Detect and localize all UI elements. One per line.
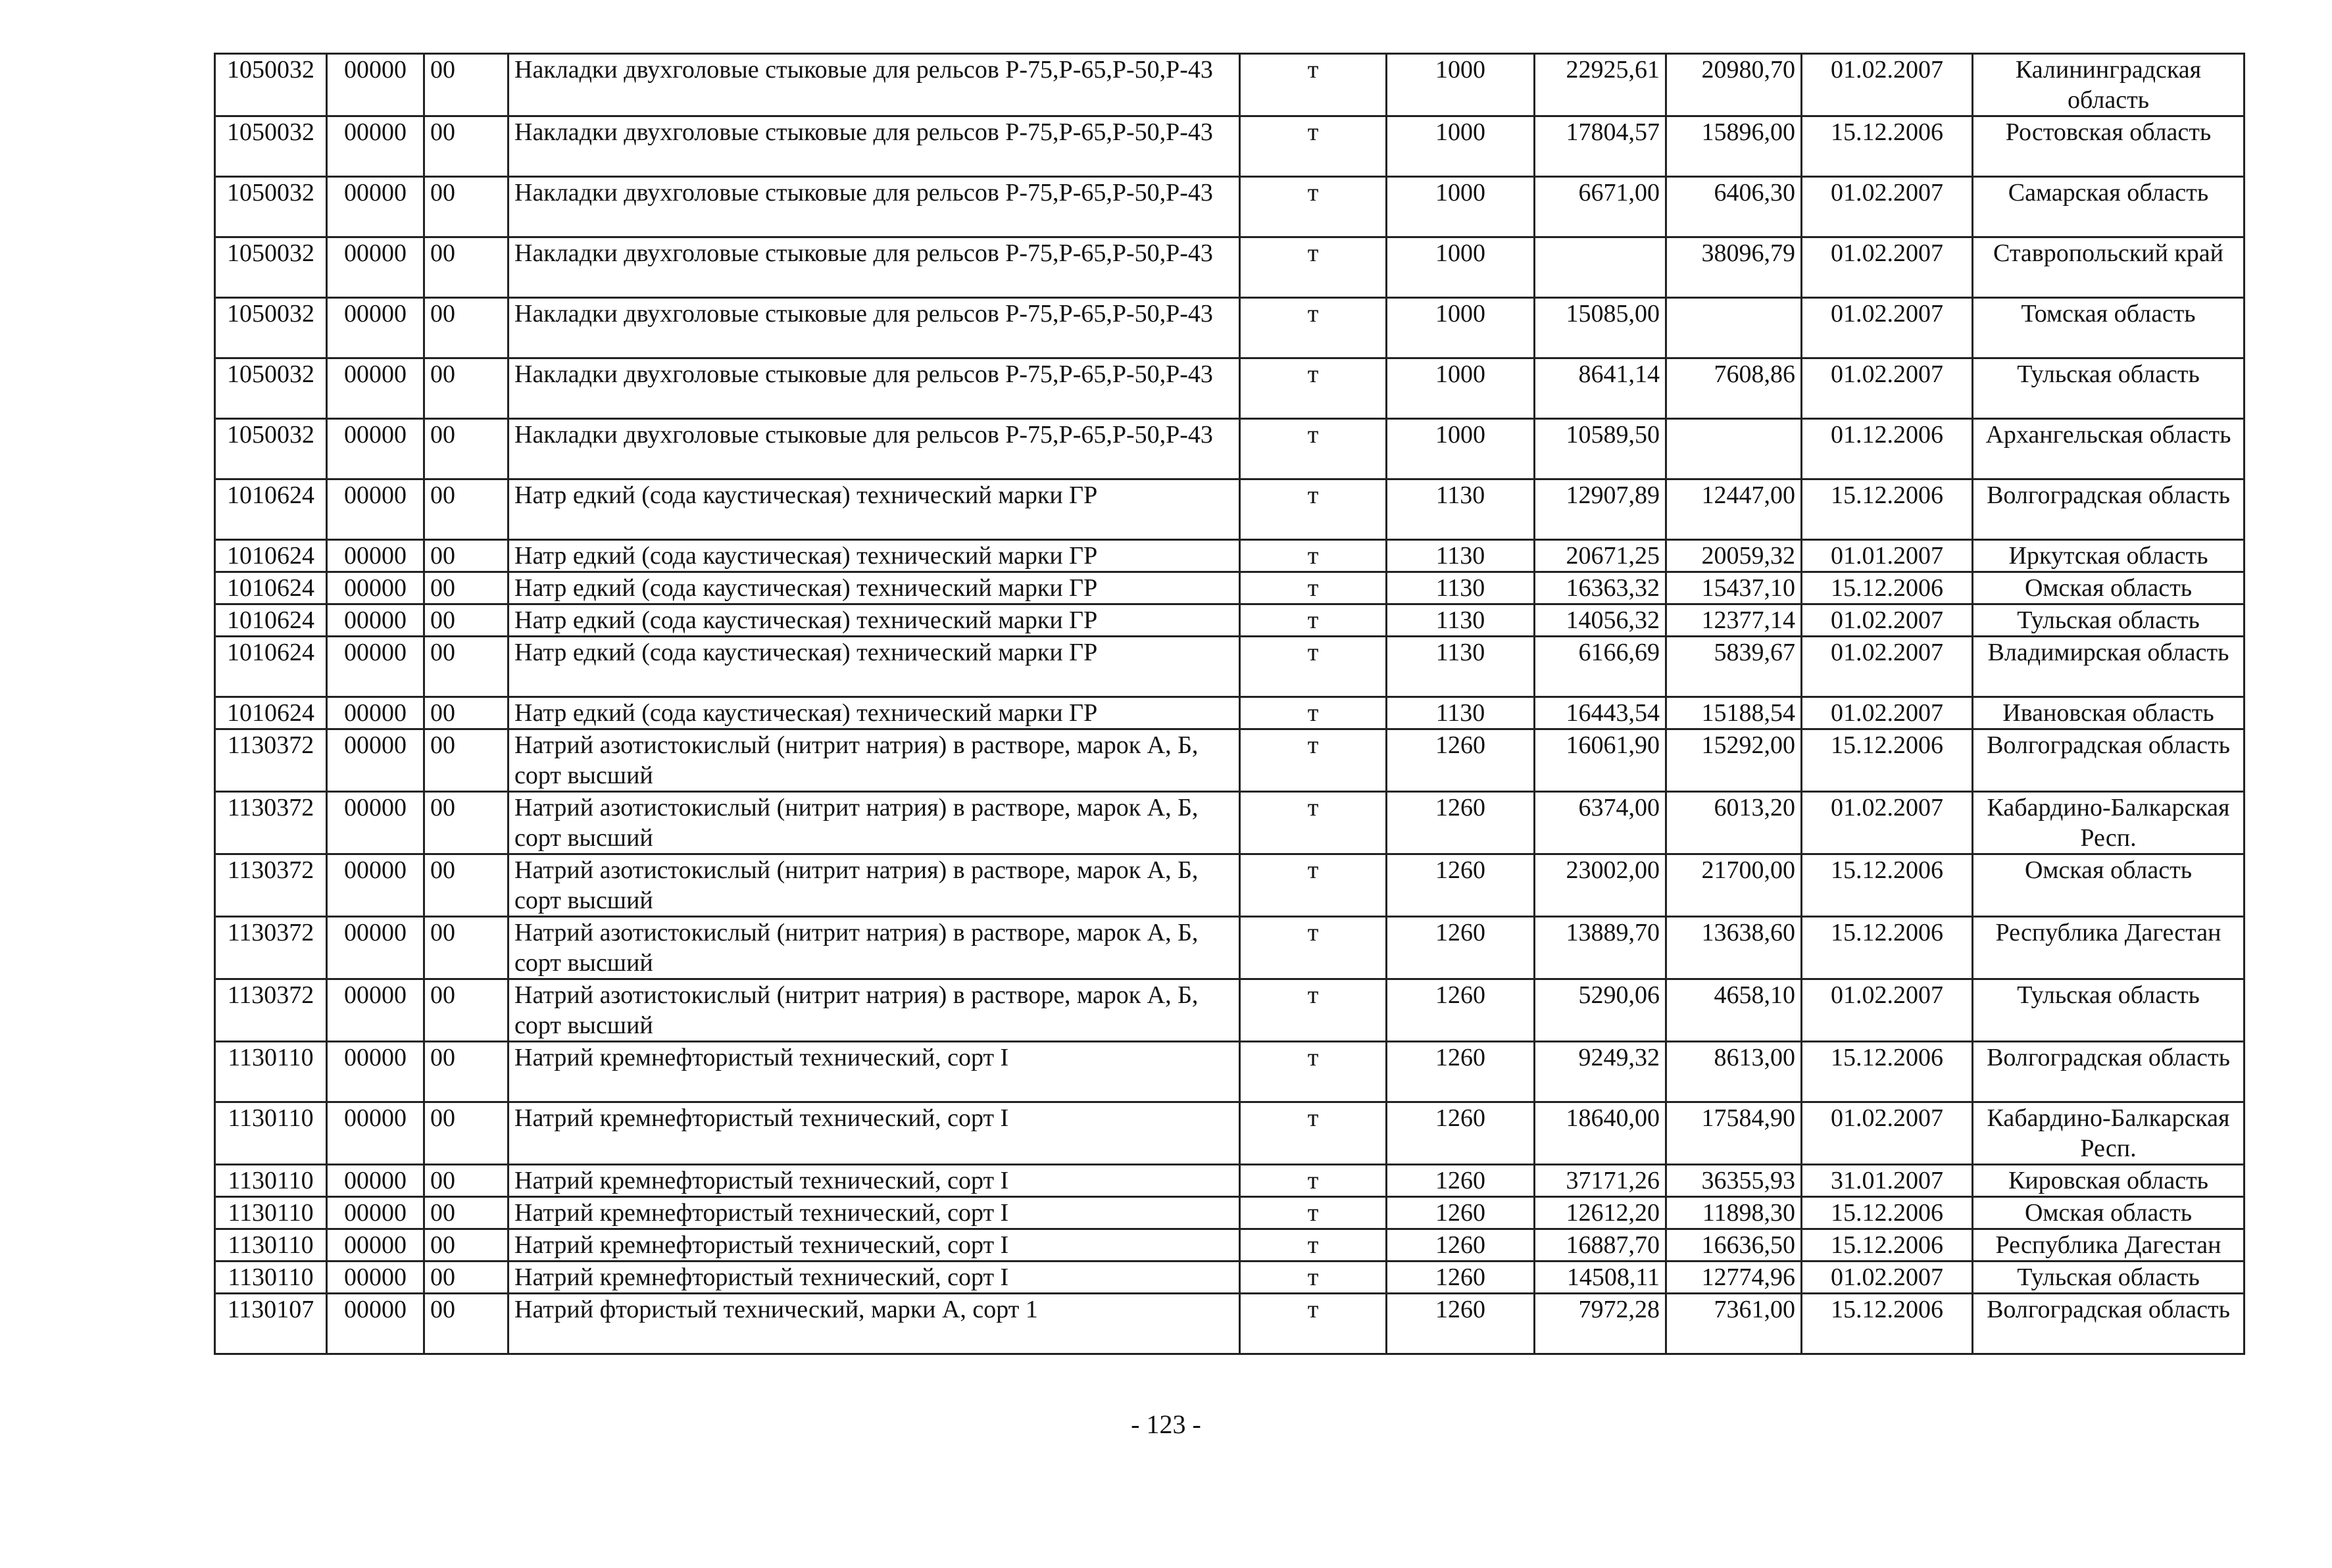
cell-unit: т bbox=[1240, 637, 1387, 697]
cell-date: 15.12.2006 bbox=[1802, 854, 1973, 917]
cell-kind-code: 00 bbox=[424, 479, 509, 540]
cell-unit: т bbox=[1240, 116, 1387, 177]
cell-region: Волгоградская область bbox=[1973, 1294, 2245, 1354]
cell-sub-code: 00000 bbox=[327, 792, 424, 854]
cell-product-name: Накладки двухголовые стыковые для рельсов Р-75,Р-65,Р-50,Р-43 bbox=[509, 298, 1240, 358]
cell-price-1: 10589,50 bbox=[1535, 419, 1666, 479]
cell-product-code: 1130372 bbox=[215, 979, 327, 1042]
cell-region: Ивановская область bbox=[1973, 697, 2245, 729]
cell-unit: т bbox=[1240, 54, 1387, 116]
cell-price-1 bbox=[1535, 237, 1666, 298]
cell-price-1: 17804,57 bbox=[1535, 116, 1666, 177]
cell-kind-code: 00 bbox=[424, 1229, 509, 1262]
cell-sub-code: 00000 bbox=[327, 1042, 424, 1102]
cell-unit: т bbox=[1240, 540, 1387, 572]
cell-okei-code: 1260 bbox=[1387, 1165, 1535, 1197]
cell-okei-code: 1130 bbox=[1387, 479, 1535, 540]
cell-sub-code: 00000 bbox=[327, 854, 424, 917]
cell-product-code: 1050032 bbox=[215, 358, 327, 419]
cell-date: 15.12.2006 bbox=[1802, 1229, 1973, 1262]
cell-okei-code: 1000 bbox=[1387, 116, 1535, 177]
cell-product-name: Натрий азотистокислый (нитрит натрия) в растворе, марок А, Б, сорт высший bbox=[509, 729, 1240, 792]
cell-unit: т bbox=[1240, 298, 1387, 358]
cell-product-code: 1010624 bbox=[215, 540, 327, 572]
cell-price-1: 14056,32 bbox=[1535, 604, 1666, 637]
cell-date: 15.12.2006 bbox=[1802, 479, 1973, 540]
cell-okei-code: 1260 bbox=[1387, 1262, 1535, 1294]
table-body bbox=[215, 54, 2245, 1354]
cell-product-code: 1050032 bbox=[215, 419, 327, 479]
cell-kind-code: 00 bbox=[424, 917, 509, 979]
cell-price-2: 21700,00 bbox=[1666, 854, 1802, 917]
cell-price-2: 12377,14 bbox=[1666, 604, 1802, 637]
cell-date: 01.02.2007 bbox=[1802, 1102, 1973, 1165]
cell-product-code: 1130110 bbox=[215, 1165, 327, 1197]
cell-date: 01.02.2007 bbox=[1802, 1262, 1973, 1294]
table-row bbox=[215, 54, 2245, 116]
table-row bbox=[215, 479, 2245, 540]
cell-region: Республика Дагестан bbox=[1973, 1229, 2245, 1262]
cell-okei-code: 1260 bbox=[1387, 729, 1535, 792]
cell-kind-code: 00 bbox=[424, 540, 509, 572]
cell-region: Томская область bbox=[1973, 298, 2245, 358]
cell-okei-code: 1000 bbox=[1387, 237, 1535, 298]
page-number: - 123 - bbox=[1131, 1409, 1201, 1439]
cell-sub-code: 00000 bbox=[327, 177, 424, 237]
cell-kind-code: 00 bbox=[424, 792, 509, 854]
cell-product-code: 1010624 bbox=[215, 479, 327, 540]
cell-price-1: 20671,25 bbox=[1535, 540, 1666, 572]
cell-price-2: 17584,90 bbox=[1666, 1102, 1802, 1165]
cell-price-2: 7361,00 bbox=[1666, 1294, 1802, 1354]
cell-region: Калининградская область bbox=[1973, 54, 2245, 116]
cell-okei-code: 1260 bbox=[1387, 1294, 1535, 1354]
cell-unit: т bbox=[1240, 979, 1387, 1042]
cell-kind-code: 00 bbox=[424, 237, 509, 298]
cell-unit: т bbox=[1240, 729, 1387, 792]
cell-price-1: 16363,32 bbox=[1535, 572, 1666, 604]
cell-price-1: 16061,90 bbox=[1535, 729, 1666, 792]
table-row bbox=[215, 697, 2245, 729]
cell-kind-code: 00 bbox=[424, 697, 509, 729]
cell-kind-code: 00 bbox=[424, 298, 509, 358]
cell-date: 01.02.2007 bbox=[1802, 54, 1973, 116]
cell-sub-code: 00000 bbox=[327, 697, 424, 729]
cell-unit: т bbox=[1240, 1197, 1387, 1229]
cell-region: Кабардино-Балкарская Респ. bbox=[1973, 1102, 2245, 1165]
cell-product-code: 1130372 bbox=[215, 792, 327, 854]
cell-date: 01.02.2007 bbox=[1802, 979, 1973, 1042]
cell-date: 15.12.2006 bbox=[1802, 729, 1973, 792]
cell-kind-code: 00 bbox=[424, 419, 509, 479]
cell-price-2: 8613,00 bbox=[1666, 1042, 1802, 1102]
cell-price-2: 38096,79 bbox=[1666, 237, 1802, 298]
cell-date: 15.12.2006 bbox=[1802, 116, 1973, 177]
cell-product-name: Натр едкий (сода каустическая) технический марки ГР bbox=[509, 540, 1240, 572]
cell-unit: т bbox=[1240, 1294, 1387, 1354]
table-row bbox=[215, 1165, 2245, 1197]
cell-price-2: 5839,67 bbox=[1666, 637, 1802, 697]
cell-okei-code: 1000 bbox=[1387, 419, 1535, 479]
table-row bbox=[215, 979, 2245, 1042]
cell-product-code: 1010624 bbox=[215, 572, 327, 604]
cell-sub-code: 00000 bbox=[327, 604, 424, 637]
cell-region: Ростовская область bbox=[1973, 116, 2245, 177]
cell-region: Иркутская область bbox=[1973, 540, 2245, 572]
cell-kind-code: 00 bbox=[424, 1042, 509, 1102]
cell-region: Волгоградская область bbox=[1973, 729, 2245, 792]
cell-unit: т bbox=[1240, 1042, 1387, 1102]
cell-sub-code: 00000 bbox=[327, 979, 424, 1042]
cell-product-code: 1050032 bbox=[215, 116, 327, 177]
cell-sub-code: 00000 bbox=[327, 1229, 424, 1262]
cell-region: Омская область bbox=[1973, 854, 2245, 917]
cell-price-2: 15896,00 bbox=[1666, 116, 1802, 177]
cell-price-1: 6374,00 bbox=[1535, 792, 1666, 854]
table-row bbox=[215, 1042, 2245, 1102]
cell-okei-code: 1260 bbox=[1387, 1197, 1535, 1229]
cell-product-name: Натрий кремнефтористый технический, сорт I bbox=[509, 1229, 1240, 1262]
cell-date: 01.02.2007 bbox=[1802, 792, 1973, 854]
cell-kind-code: 00 bbox=[424, 54, 509, 116]
cell-date: 01.02.2007 bbox=[1802, 237, 1973, 298]
cell-kind-code: 00 bbox=[424, 854, 509, 917]
cell-sub-code: 00000 bbox=[327, 1294, 424, 1354]
cell-price-2: 15188,54 bbox=[1666, 697, 1802, 729]
cell-product-name: Натрий азотистокислый (нитрит натрия) в растворе, марок А, Б, сорт высший bbox=[509, 917, 1240, 979]
cell-kind-code: 00 bbox=[424, 1102, 509, 1165]
cell-price-1: 12907,89 bbox=[1535, 479, 1666, 540]
cell-okei-code: 1130 bbox=[1387, 697, 1535, 729]
cell-price-1: 16887,70 bbox=[1535, 1229, 1666, 1262]
cell-price-1: 22925,61 bbox=[1535, 54, 1666, 116]
cell-price-1: 18640,00 bbox=[1535, 1102, 1666, 1165]
cell-price-2: 12447,00 bbox=[1666, 479, 1802, 540]
cell-price-1: 7972,28 bbox=[1535, 1294, 1666, 1354]
cell-product-name: Натрий азотистокислый (нитрит натрия) в растворе, марок А, Б, сорт высший bbox=[509, 979, 1240, 1042]
cell-date: 01.02.2007 bbox=[1802, 298, 1973, 358]
cell-date: 01.02.2007 bbox=[1802, 637, 1973, 697]
cell-product-code: 1130110 bbox=[215, 1102, 327, 1165]
cell-price-2: 15437,10 bbox=[1666, 572, 1802, 604]
cell-kind-code: 00 bbox=[424, 572, 509, 604]
cell-product-name: Натрий кремнефтористый технический, сорт I bbox=[509, 1197, 1240, 1229]
cell-price-1: 8641,14 bbox=[1535, 358, 1666, 419]
cell-okei-code: 1130 bbox=[1387, 637, 1535, 697]
cell-okei-code: 1260 bbox=[1387, 1042, 1535, 1102]
cell-product-name: Натрий азотистокислый (нитрит натрия) в растворе, марок А, Б, сорт высший bbox=[509, 854, 1240, 917]
cell-unit: т bbox=[1240, 854, 1387, 917]
cell-sub-code: 00000 bbox=[327, 237, 424, 298]
cell-price-2 bbox=[1666, 419, 1802, 479]
table-row bbox=[215, 1294, 2245, 1354]
cell-kind-code: 00 bbox=[424, 1262, 509, 1294]
cell-product-name: Накладки двухголовые стыковые для рельсов Р-75,Р-65,Р-50,Р-43 bbox=[509, 54, 1240, 116]
cell-product-code: 1010624 bbox=[215, 697, 327, 729]
cell-product-name: Натр едкий (сода каустическая) технический марки ГР bbox=[509, 572, 1240, 604]
cell-unit: т bbox=[1240, 572, 1387, 604]
cell-sub-code: 00000 bbox=[327, 116, 424, 177]
cell-product-code: 1010624 bbox=[215, 604, 327, 637]
cell-product-name: Натр едкий (сода каустическая) технический марки ГР bbox=[509, 697, 1240, 729]
cell-product-code: 1130110 bbox=[215, 1197, 327, 1229]
cell-region: Кабардино-Балкарская Респ. bbox=[1973, 792, 2245, 854]
cell-unit: т bbox=[1240, 177, 1387, 237]
cell-price-1: 6166,69 bbox=[1535, 637, 1666, 697]
cell-date: 15.12.2006 bbox=[1802, 1294, 1973, 1354]
cell-unit: т bbox=[1240, 419, 1387, 479]
cell-date: 31.01.2007 bbox=[1802, 1165, 1973, 1197]
table-row bbox=[215, 917, 2245, 979]
table-row bbox=[215, 1197, 2245, 1229]
cell-unit: т bbox=[1240, 1102, 1387, 1165]
cell-kind-code: 00 bbox=[424, 604, 509, 637]
cell-kind-code: 00 bbox=[424, 729, 509, 792]
cell-date: 15.12.2006 bbox=[1802, 1197, 1973, 1229]
cell-product-code: 1050032 bbox=[215, 177, 327, 237]
cell-okei-code: 1000 bbox=[1387, 298, 1535, 358]
cell-date: 01.01.2007 bbox=[1802, 540, 1973, 572]
cell-unit: т bbox=[1240, 917, 1387, 979]
cell-date: 01.02.2007 bbox=[1802, 697, 1973, 729]
cell-region: Тульская область bbox=[1973, 358, 2245, 419]
cell-region: Кировская область bbox=[1973, 1165, 2245, 1197]
cell-product-code: 1130110 bbox=[215, 1042, 327, 1102]
cell-product-name: Натрий кремнефтористый технический, сорт I bbox=[509, 1042, 1240, 1102]
cell-price-2: 7608,86 bbox=[1666, 358, 1802, 419]
cell-sub-code: 00000 bbox=[327, 1197, 424, 1229]
cell-product-name: Натрий кремнефтористый технический, сорт I bbox=[509, 1262, 1240, 1294]
cell-okei-code: 1260 bbox=[1387, 854, 1535, 917]
cell-product-name: Натрий азотистокислый (нитрит натрия) в растворе, марок А, Б, сорт высший bbox=[509, 792, 1240, 854]
cell-region: Тульская область bbox=[1973, 1262, 2245, 1294]
cell-kind-code: 00 bbox=[424, 637, 509, 697]
cell-okei-code: 1260 bbox=[1387, 917, 1535, 979]
cell-date: 15.12.2006 bbox=[1802, 917, 1973, 979]
cell-region: Волгоградская область bbox=[1973, 479, 2245, 540]
cell-price-1: 37171,26 bbox=[1535, 1165, 1666, 1197]
cell-price-2: 36355,93 bbox=[1666, 1165, 1802, 1197]
cell-price-1: 14508,11 bbox=[1535, 1262, 1666, 1294]
cell-okei-code: 1260 bbox=[1387, 1229, 1535, 1262]
table-row bbox=[215, 854, 2245, 917]
cell-sub-code: 00000 bbox=[327, 358, 424, 419]
cell-product-code: 1130372 bbox=[215, 917, 327, 979]
cell-product-name: Натр едкий (сода каустическая) технический марки ГР bbox=[509, 637, 1240, 697]
price-table bbox=[214, 53, 2245, 1355]
cell-kind-code: 00 bbox=[424, 1294, 509, 1354]
cell-unit: т bbox=[1240, 1165, 1387, 1197]
table-row bbox=[215, 792, 2245, 854]
cell-date: 01.02.2007 bbox=[1802, 358, 1973, 419]
cell-unit: т bbox=[1240, 1229, 1387, 1262]
cell-okei-code: 1260 bbox=[1387, 979, 1535, 1042]
cell-product-code: 1050032 bbox=[215, 237, 327, 298]
cell-sub-code: 00000 bbox=[327, 298, 424, 358]
cell-product-name: Натрий кремнефтористый технический, сорт I bbox=[509, 1102, 1240, 1165]
table-row bbox=[215, 1229, 2245, 1262]
cell-product-name: Натрий фтористый технический, марки А, сорт 1 bbox=[509, 1294, 1240, 1354]
cell-region: Волгоградская область bbox=[1973, 1042, 2245, 1102]
cell-region: Омская область bbox=[1973, 572, 2245, 604]
cell-product-code: 1010624 bbox=[215, 637, 327, 697]
cell-kind-code: 00 bbox=[424, 1197, 509, 1229]
cell-kind-code: 00 bbox=[424, 1165, 509, 1197]
cell-region: Республика Дагестан bbox=[1973, 917, 2245, 979]
cell-sub-code: 00000 bbox=[327, 729, 424, 792]
cell-date: 15.12.2006 bbox=[1802, 1042, 1973, 1102]
cell-sub-code: 00000 bbox=[327, 572, 424, 604]
cell-region: Самарская область bbox=[1973, 177, 2245, 237]
cell-sub-code: 00000 bbox=[327, 1102, 424, 1165]
cell-okei-code: 1000 bbox=[1387, 358, 1535, 419]
cell-price-2: 20059,32 bbox=[1666, 540, 1802, 572]
cell-region: Тульская область bbox=[1973, 604, 2245, 637]
cell-unit: т bbox=[1240, 697, 1387, 729]
cell-price-2: 13638,60 bbox=[1666, 917, 1802, 979]
cell-sub-code: 00000 bbox=[327, 1165, 424, 1197]
cell-okei-code: 1130 bbox=[1387, 572, 1535, 604]
cell-date: 15.12.2006 bbox=[1802, 572, 1973, 604]
cell-kind-code: 00 bbox=[424, 358, 509, 419]
table-row bbox=[215, 298, 2245, 358]
cell-product-code: 1130110 bbox=[215, 1262, 327, 1294]
cell-sub-code: 00000 bbox=[327, 419, 424, 479]
cell-price-2: 12774,96 bbox=[1666, 1262, 1802, 1294]
cell-region: Владимирская область bbox=[1973, 637, 2245, 697]
cell-product-code: 1050032 bbox=[215, 54, 327, 116]
cell-price-1: 23002,00 bbox=[1535, 854, 1666, 917]
table-row bbox=[215, 637, 2245, 697]
cell-price-1: 13889,70 bbox=[1535, 917, 1666, 979]
cell-product-name: Накладки двухголовые стыковые для рельсов Р-75,Р-65,Р-50,Р-43 bbox=[509, 116, 1240, 177]
cell-product-code: 1130110 bbox=[215, 1229, 327, 1262]
cell-unit: т bbox=[1240, 1262, 1387, 1294]
cell-price-1: 5290,06 bbox=[1535, 979, 1666, 1042]
cell-price-2: 11898,30 bbox=[1666, 1197, 1802, 1229]
cell-unit: т bbox=[1240, 479, 1387, 540]
table-row bbox=[215, 419, 2245, 479]
cell-kind-code: 00 bbox=[424, 177, 509, 237]
cell-sub-code: 00000 bbox=[327, 540, 424, 572]
cell-sub-code: 00000 bbox=[327, 54, 424, 116]
cell-kind-code: 00 bbox=[424, 979, 509, 1042]
cell-product-name: Натр едкий (сода каустическая) технический марки ГР bbox=[509, 479, 1240, 540]
cell-unit: т bbox=[1240, 237, 1387, 298]
table-row bbox=[215, 116, 2245, 177]
cell-price-2: 4658,10 bbox=[1666, 979, 1802, 1042]
cell-price-1: 12612,20 bbox=[1535, 1197, 1666, 1229]
cell-product-name: Накладки двухголовые стыковые для рельсов Р-75,Р-65,Р-50,Р-43 bbox=[509, 358, 1240, 419]
cell-product-code: 1050032 bbox=[215, 298, 327, 358]
cell-unit: т bbox=[1240, 792, 1387, 854]
cell-product-code: 1130372 bbox=[215, 729, 327, 792]
cell-unit: т bbox=[1240, 358, 1387, 419]
cell-price-1: 6671,00 bbox=[1535, 177, 1666, 237]
cell-sub-code: 00000 bbox=[327, 1262, 424, 1294]
table-row bbox=[215, 1262, 2245, 1294]
cell-price-2: 20980,70 bbox=[1666, 54, 1802, 116]
table-row bbox=[215, 177, 2245, 237]
cell-price-1: 9249,32 bbox=[1535, 1042, 1666, 1102]
cell-region: Архангельская область bbox=[1973, 419, 2245, 479]
table-row bbox=[215, 358, 2245, 419]
cell-product-name: Натр едкий (сода каустическая) технический марки ГР bbox=[509, 604, 1240, 637]
cell-price-2: 16636,50 bbox=[1666, 1229, 1802, 1262]
cell-date: 01.02.2007 bbox=[1802, 604, 1973, 637]
cell-sub-code: 00000 bbox=[327, 479, 424, 540]
cell-price-2: 15292,00 bbox=[1666, 729, 1802, 792]
cell-sub-code: 00000 bbox=[327, 917, 424, 979]
cell-okei-code: 1130 bbox=[1387, 540, 1535, 572]
cell-product-name: Натрий кремнефтористый технический, сорт I bbox=[509, 1165, 1240, 1197]
table-row bbox=[215, 729, 2245, 792]
cell-price-1: 15085,00 bbox=[1535, 298, 1666, 358]
table-row bbox=[215, 572, 2245, 604]
cell-date: 01.02.2007 bbox=[1802, 177, 1973, 237]
cell-product-name: Накладки двухголовые стыковые для рельсов Р-75,Р-65,Р-50,Р-43 bbox=[509, 419, 1240, 479]
cell-okei-code: 1130 bbox=[1387, 604, 1535, 637]
cell-price-2: 6406,30 bbox=[1666, 177, 1802, 237]
table-row bbox=[215, 604, 2245, 637]
cell-region: Тульская область bbox=[1973, 979, 2245, 1042]
cell-product-name: Накладки двухголовые стыковые для рельсов Р-75,Р-65,Р-50,Р-43 bbox=[509, 177, 1240, 237]
cell-okei-code: 1260 bbox=[1387, 792, 1535, 854]
cell-unit: т bbox=[1240, 604, 1387, 637]
cell-okei-code: 1000 bbox=[1387, 54, 1535, 116]
cell-kind-code: 00 bbox=[424, 116, 509, 177]
cell-product-code: 1130372 bbox=[215, 854, 327, 917]
cell-price-2 bbox=[1666, 298, 1802, 358]
cell-product-code: 1130107 bbox=[215, 1294, 327, 1354]
cell-sub-code: 00000 bbox=[327, 637, 424, 697]
cell-region: Омская область bbox=[1973, 1197, 2245, 1229]
cell-okei-code: 1000 bbox=[1387, 177, 1535, 237]
table-row bbox=[215, 237, 2245, 298]
cell-price-2: 6013,20 bbox=[1666, 792, 1802, 854]
table-row bbox=[215, 1102, 2245, 1165]
cell-okei-code: 1260 bbox=[1387, 1102, 1535, 1165]
table-row bbox=[215, 540, 2245, 572]
cell-date: 01.12.2006 bbox=[1802, 419, 1973, 479]
cell-price-1: 16443,54 bbox=[1535, 697, 1666, 729]
cell-product-name: Накладки двухголовые стыковые для рельсов Р-75,Р-65,Р-50,Р-43 bbox=[509, 237, 1240, 298]
cell-region: Ставропольский край bbox=[1973, 237, 2245, 298]
